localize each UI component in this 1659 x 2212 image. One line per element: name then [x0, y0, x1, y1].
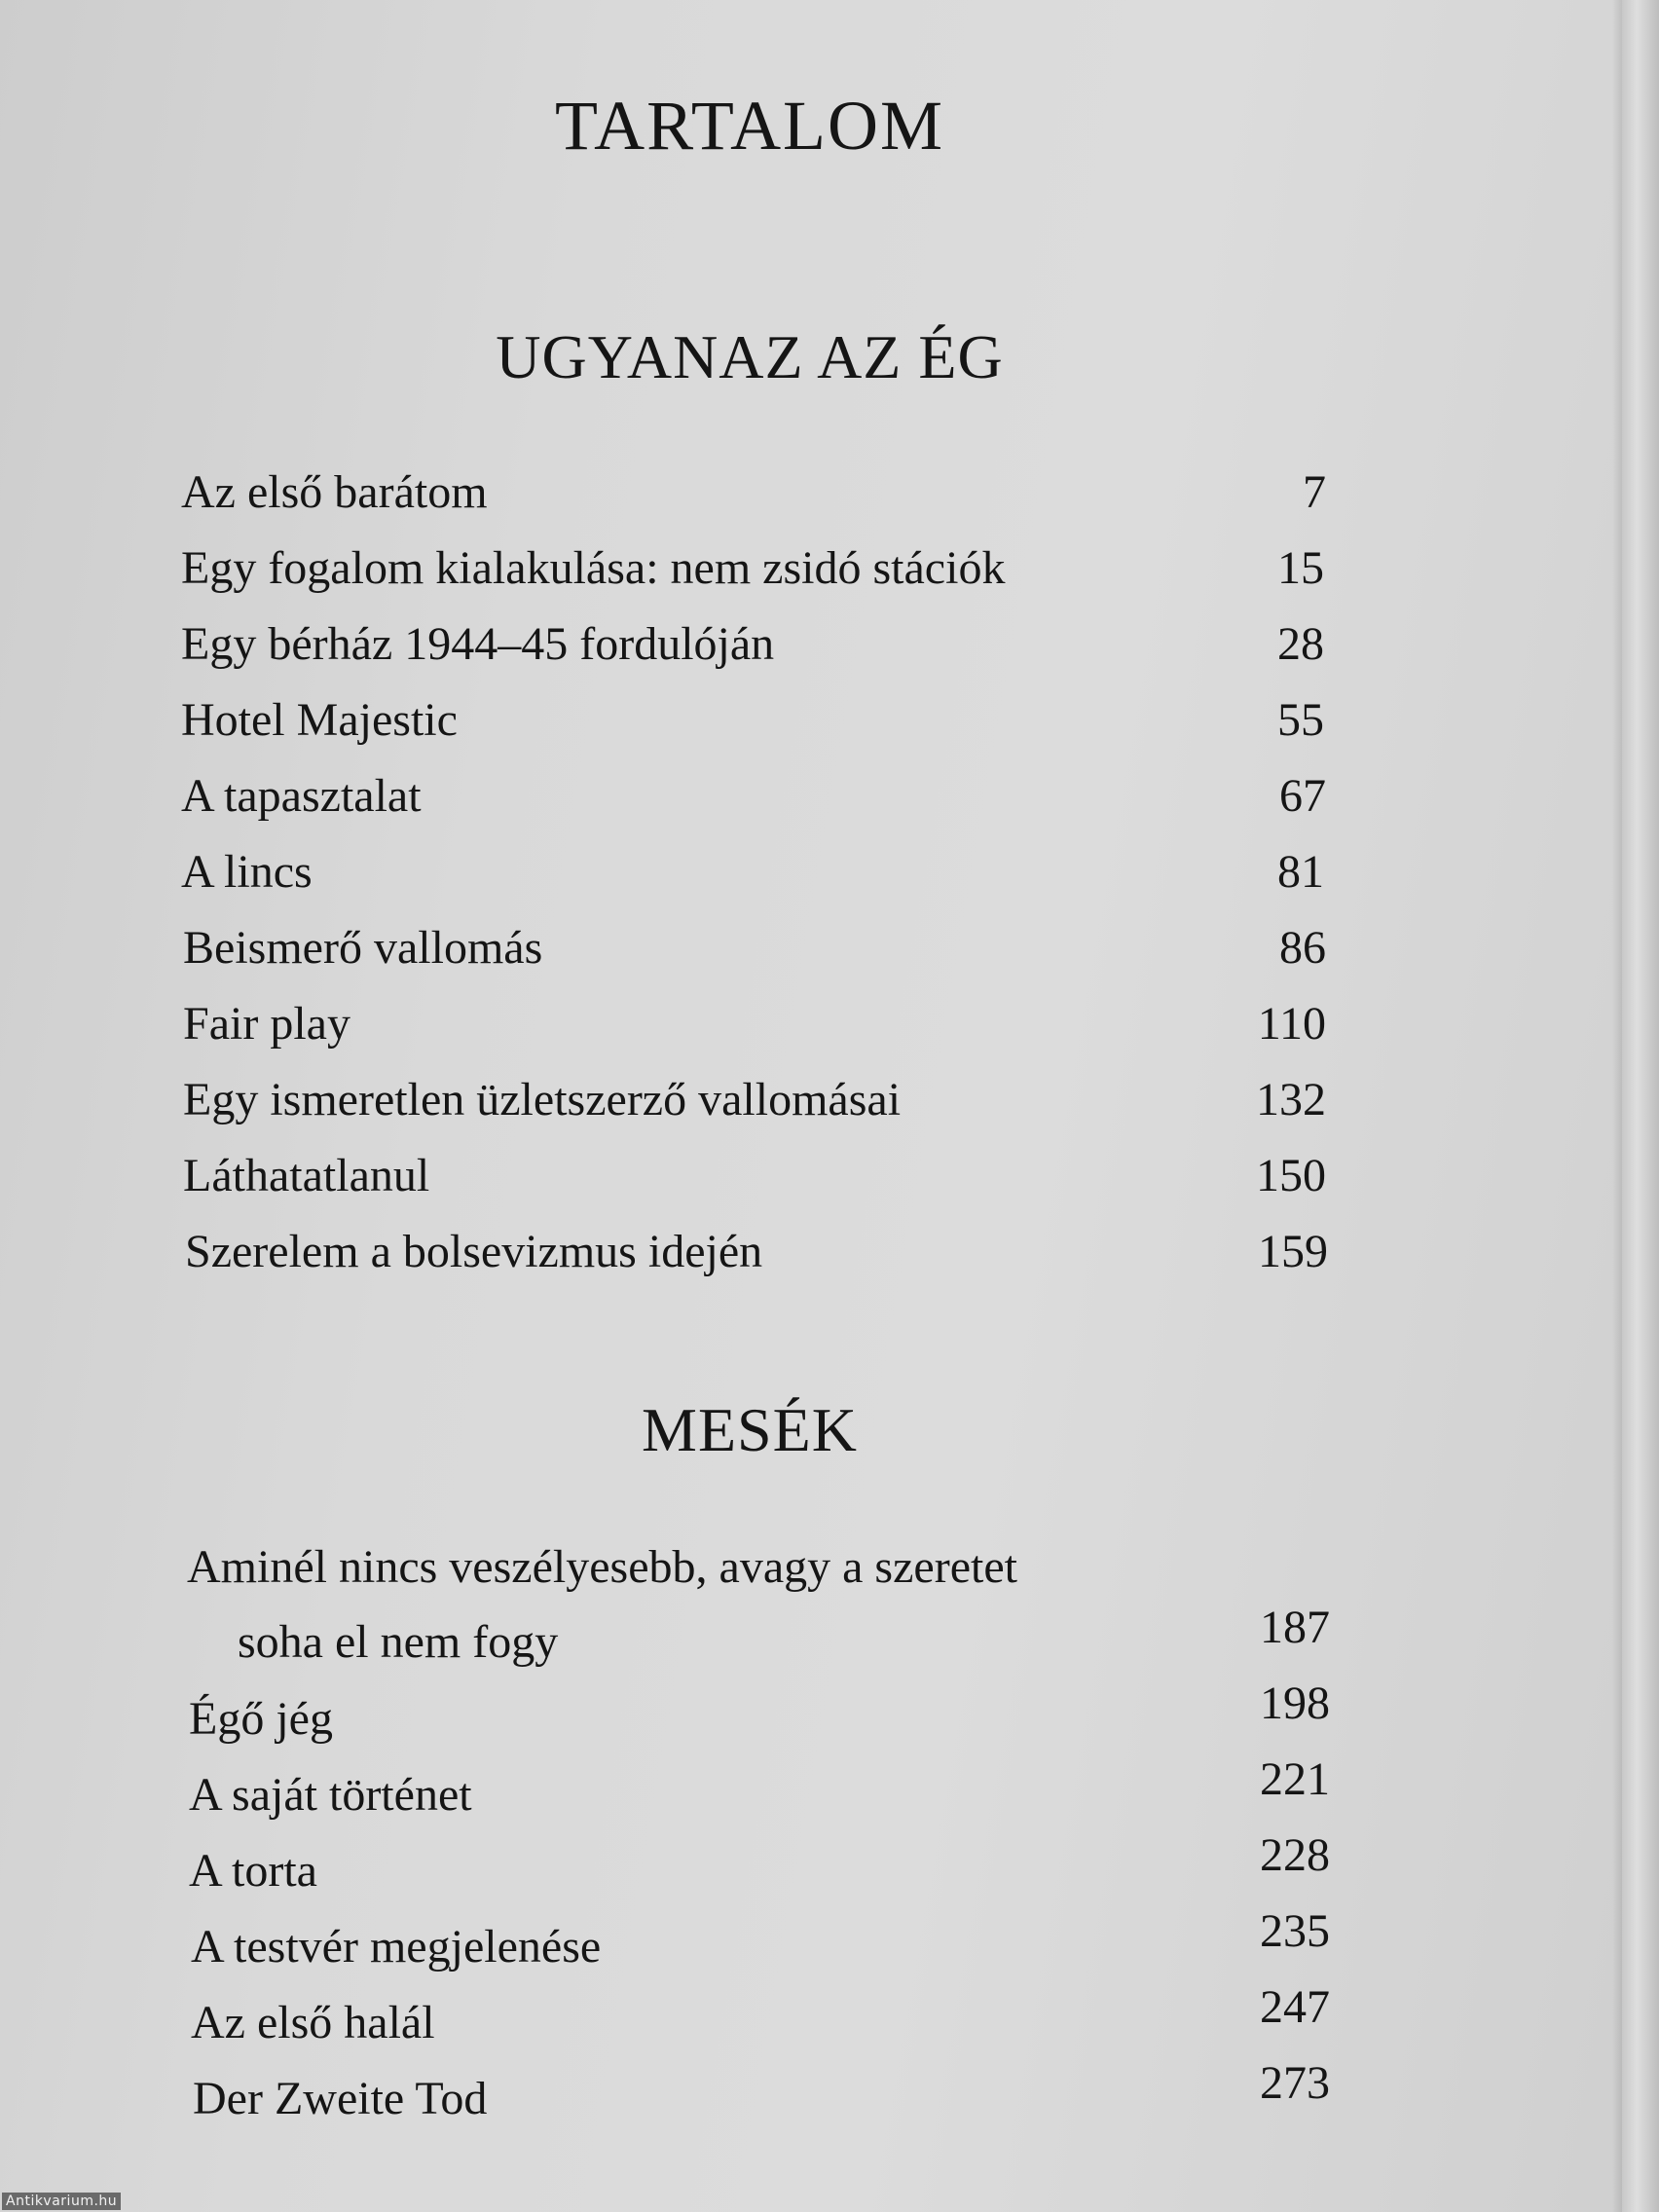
toc-section-mesek: [0, 1540, 1659, 2148]
toc-entry-page: 15: [1277, 542, 1324, 594]
toc-entry-title: Égő jég: [189, 1693, 333, 1745]
watermark: Antikvarium.hu: [2, 2193, 121, 2210]
toc-entry: [0, 1225, 1659, 1301]
toc-entry-page: 221: [1260, 1753, 1330, 1805]
toc-entry: [0, 921, 1659, 997]
toc-entry-page: 228: [1260, 1829, 1330, 1881]
section-title-ugyanaz-az-eg: UGYANAZ AZ ÉG: [496, 322, 1004, 391]
toc-entry-title: Hotel Majestic: [181, 694, 458, 746]
toc-entry: [0, 769, 1659, 845]
toc-entry-title: A lincs: [181, 846, 313, 898]
toc-entry: [0, 1829, 1659, 1920]
toc-entry-page: 110: [1257, 998, 1326, 1050]
toc-entry-page: 187: [1260, 1602, 1330, 1653]
toc-entry: [0, 1753, 1659, 1844]
toc-entry-title-line2: soha el nem fogy: [238, 1616, 559, 1668]
toc-entry-page: 198: [1260, 1677, 1330, 1729]
toc-entry-title: Az első halál: [191, 1997, 435, 2048]
toc-entry: [0, 1677, 1659, 1768]
toc-entry-page: 81: [1277, 846, 1324, 898]
toc-entry-page: 247: [1260, 1981, 1330, 2033]
toc-entry: [0, 1905, 1659, 1996]
toc-entry-title: [187, 1540, 1017, 1669]
toc-entry-title: Egy ismeretlen üzletszerző vallomásai: [183, 1074, 902, 1125]
toc-entry-title: Láthatatlanul: [183, 1150, 430, 1201]
toc-entry-title: Fair play: [183, 998, 350, 1050]
toc-entry-title: A saját történet: [189, 1769, 472, 1821]
toc-entry: [0, 2057, 1659, 2148]
toc-entry-title: Der Zweite Tod: [193, 2073, 488, 2124]
toc-entry-title: Az első barátom: [181, 466, 488, 518]
toc-entry-page: 159: [1258, 1226, 1328, 1277]
toc-entry-title: A tapasztalat: [181, 770, 422, 822]
toc-entry-page: 67: [1279, 770, 1326, 822]
toc-entry-page: 235: [1260, 1905, 1330, 1957]
toc-heading: TARTALOM: [554, 87, 945, 165]
toc-entry-title: Beismerő vallomás: [183, 922, 543, 974]
toc-entry-page: 55: [1277, 694, 1324, 746]
toc-entry-title: A torta: [189, 1845, 317, 1897]
toc-entry: [0, 465, 1659, 541]
toc-entry-page: 28: [1277, 618, 1324, 670]
toc-entry: [0, 617, 1659, 693]
toc-entry-title: Egy fogalom kialakulása: nem zsidó stációk: [181, 542, 1006, 594]
toc-entry-page: 7: [1303, 466, 1326, 518]
section-title-mesek: MESÉK: [642, 1395, 858, 1464]
toc-entry: [0, 1073, 1659, 1149]
toc-entry: [0, 997, 1659, 1073]
toc-entry-title: Szerelem a bolsevizmus idején: [185, 1226, 763, 1277]
toc-section-ugyanaz-az-eg: [0, 465, 1659, 1301]
toc-entry-page: 132: [1256, 1074, 1326, 1125]
toc-entry: [0, 1981, 1659, 2072]
toc-entry: [0, 1540, 1659, 1692]
toc-entry: [0, 1149, 1659, 1225]
toc-entry-title: A testvér megjelenése: [191, 1921, 602, 1972]
toc-entry: [0, 541, 1659, 617]
toc-entry: [0, 693, 1659, 769]
toc-entry-title-line1: Aminél nincs veszélyesebb, avagy a szeretet: [187, 1541, 1017, 1593]
toc-entry-title: Egy bérház 1944–45 fordulóján: [181, 618, 775, 670]
toc-entry-page: 273: [1260, 2057, 1330, 2109]
toc-entry: [0, 845, 1659, 921]
toc-entry-page: 86: [1279, 922, 1326, 974]
toc-entry-page: 150: [1256, 1150, 1326, 1201]
